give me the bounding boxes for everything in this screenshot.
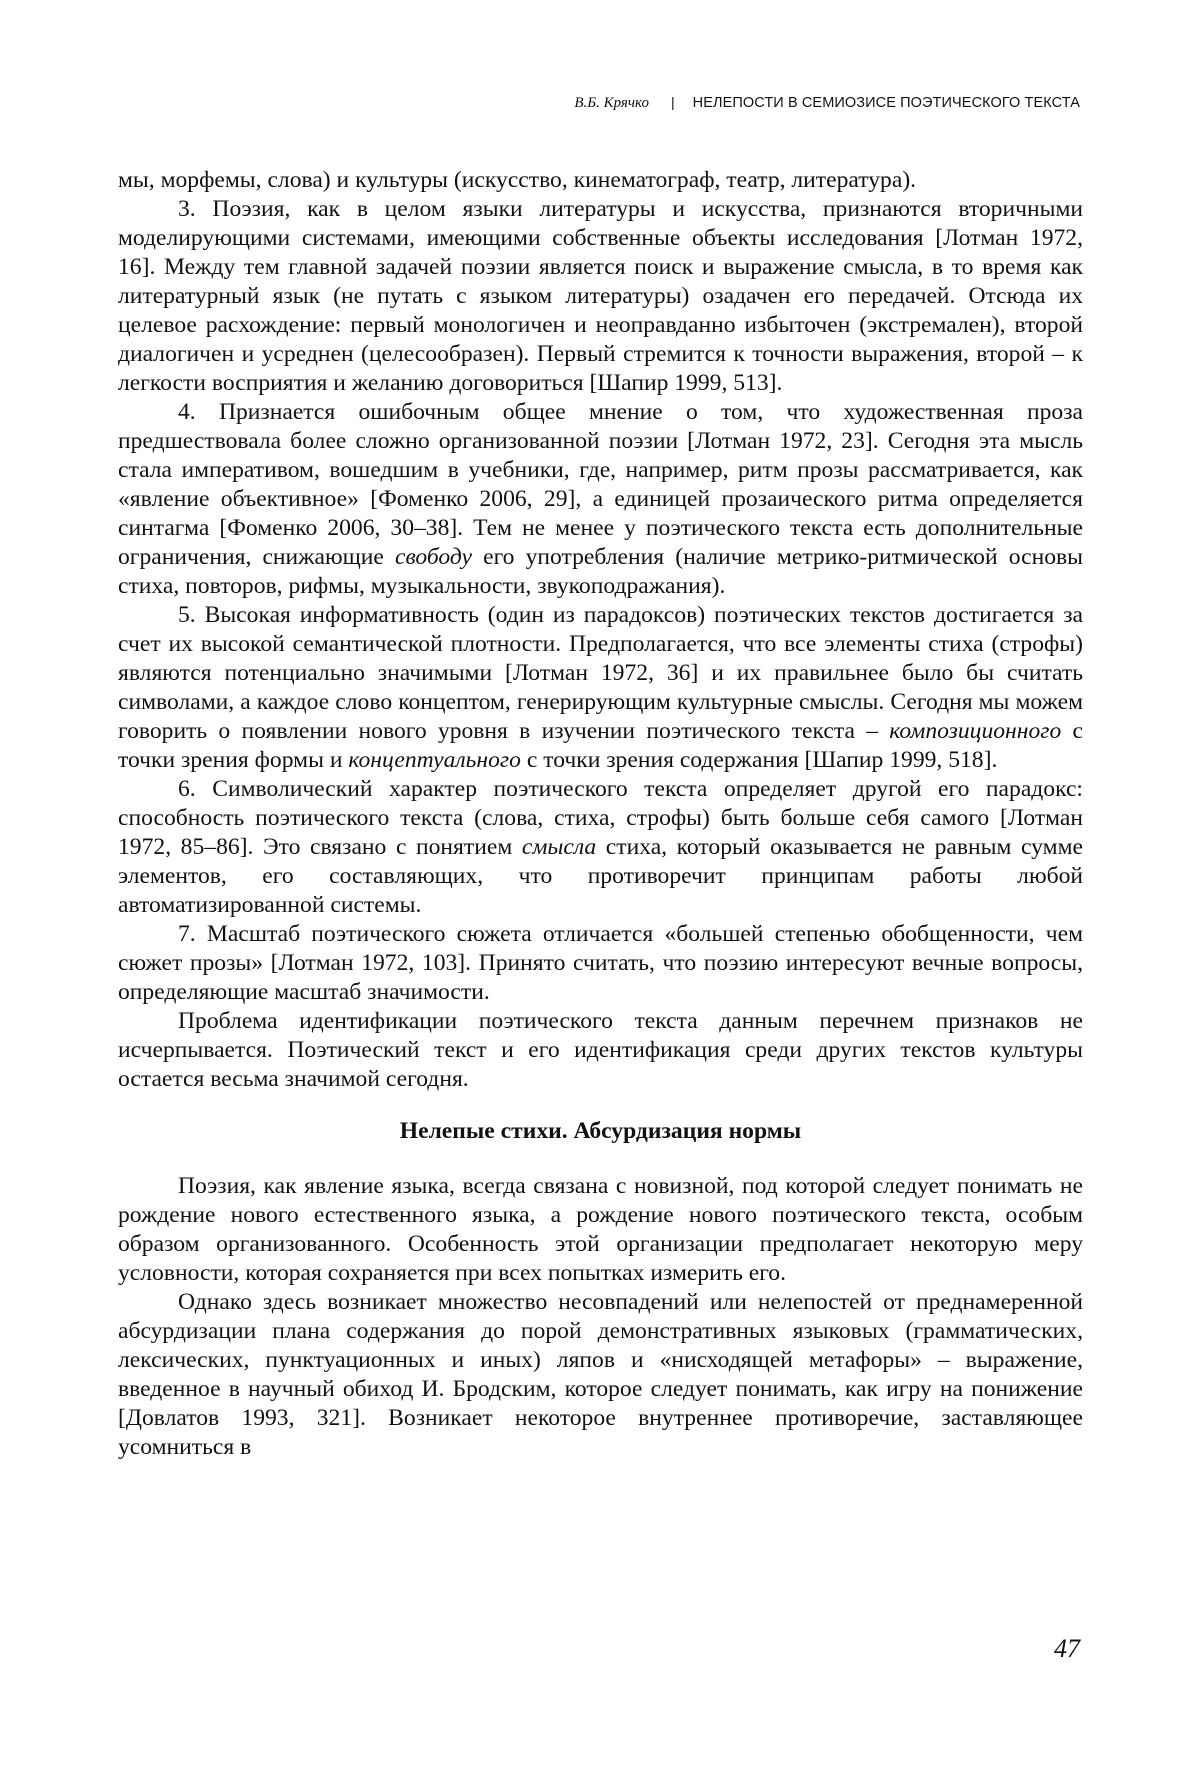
section-heading: Нелепые стихи. Абсурдизация нормы	[399, 1118, 802, 1144]
paragraph-item-6-text-a: 6. Символический характер поэтического текста определяет другой его парадокс: способность поэтического текста (слова, стиха, строфы) быть больше себя самого [Лотман 1972, 85–86]. Это связано с понятием	[118, 776, 1083, 860]
paragraph-item-7: 7. Масштаб поэтического сюжета отличается «большей степенью обобщенности, чем сюжет прозы» [Лотман 1972, 103]. Принято считать, что поэзию интересуют вечные вопросы, определяющие масштаб значимости.	[118, 921, 1083, 1005]
paragraph-continuation: мы, морфемы, слова) и культуры (искусство, кинематограф, театр, литература).	[118, 167, 917, 193]
header-title: НЕЛЕПОСТИ В СЕМИОЗИСЕ ПОЭТИЧЕСКОГО ТЕКСТА	[692, 95, 1080, 111]
body-text	[118, 166, 1083, 1462]
header-author: В.Б. Крячко	[574, 95, 649, 111]
paragraph-item-4	[118, 398, 1083, 601]
paragraph-section-1: Поэзия, как явление языка, всегда связана с новизной, под которой следует понимать не рождение нового естественного языка, а рождение нового поэтического текста, особым образом организованного. Особенность этой организации предполагает некоторую меру условности, которая сохраняется при всех попытках измерить его.	[118, 1173, 1083, 1286]
paragraph-item-6-emphasis: смысла	[521, 834, 597, 860]
paragraph-item-5-emphasis-1: композиционного	[889, 718, 1062, 744]
paragraph-conclusion: Проблема идентификации поэтического текста данным перечнем признаков не исчерпывается. Поэтический текст и его идентификация среди других текстов культуры остается весьма значимой сегодня.	[118, 1008, 1083, 1092]
page-number: 47	[1054, 1634, 1080, 1663]
paragraph-item-5-text-c: с точки зрения содержания [Шапир 1999, 518].	[520, 747, 998, 773]
running-header	[120, 92, 1080, 113]
paragraph-item-5	[118, 601, 1083, 775]
paragraph-item-4-text-a: 4. Признается ошибочным общее мнение о том, что художественная проза предшествовала более сложно организованной поэзии [Лотман 1972, 23]. Сегодня эта мысль стала императивом, вошедшим в учебники, где, например, ритм прозы рассматривается, как «явление объективное» [Фоменко 2006, 29], а единицей прозаического ритма определяется синтагма [Фоменко 2006, 30–38]. Тем не менее у поэтического текста есть дополнительные ограничения, снижающие	[118, 399, 1083, 570]
header-separator: |	[670, 94, 675, 110]
paragraph-item-5-text-b: с точки зрения формы и	[118, 718, 1083, 773]
paragraph-item-6-text-b: стиха, который оказывается не равным сумме элементов, его составляющих, что противоречит принципам работы любой автоматизированной системы.	[118, 834, 1083, 918]
paragraph-item-5-emphasis-2: концептуального	[348, 747, 521, 773]
paragraph-item-3: 3. Поэзия, как в целом языки литературы и искусства, признаются вторичными моделирующими системами, имеющими собственные объекты исследования [Лотман 1972, 16]. Между тем главной задачей поэзии является поиск и выражение смысла, в то время как литературный язык (не путать с языком литературы) озадачен его передачей. Отсюда их целевое расхождение: первый монологичен и неоправданно избыточен (экстремален), второй диалогичен и усреднен (целесообразен). Первый стремится к точности выражения, второй – к легкости восприятия и желанию договориться [Шапир 1999, 513].	[118, 196, 1083, 396]
paragraph-item-5-text-a: 5. Высокая информативность (один из парадоксов) поэтических текстов достигается за счет их высокой семантической плотности. Предполагается, что все элементы стиха (строфы) являются потенциально значимыми [Лотман 1972, 36] и их правильнее было бы считать символами, а каждое слово концептом, генерирующим культурные смыслы. Сегодня мы можем говорить о появлении нового уровня в изучении поэтического текста –	[118, 602, 1083, 744]
paragraph-item-4-text-b: его употребления (наличие метрико-ритмической основы стиха, повторов, рифмы, музыкальности, звукоподражания).	[118, 544, 1083, 599]
paragraph-section-2: Однако здесь возникает множество несовпадений или нелепостей от преднамеренной абсурдизации плана содержания до порой демонстративных языковых (грамматических, лексических, пунктуационных и иных) ляпов и «нисходящей метафоры» – выражение, введенное в научный обиход И. Бродским, которое следует понимать, как игру на понижение [Довлатов 1993, 321]. Возникает некоторое внутреннее противоречие, заставляющее усомниться в	[118, 1289, 1083, 1460]
paragraph-item-4-emphasis: свободу	[394, 544, 472, 570]
paragraph-item-6	[118, 775, 1083, 920]
